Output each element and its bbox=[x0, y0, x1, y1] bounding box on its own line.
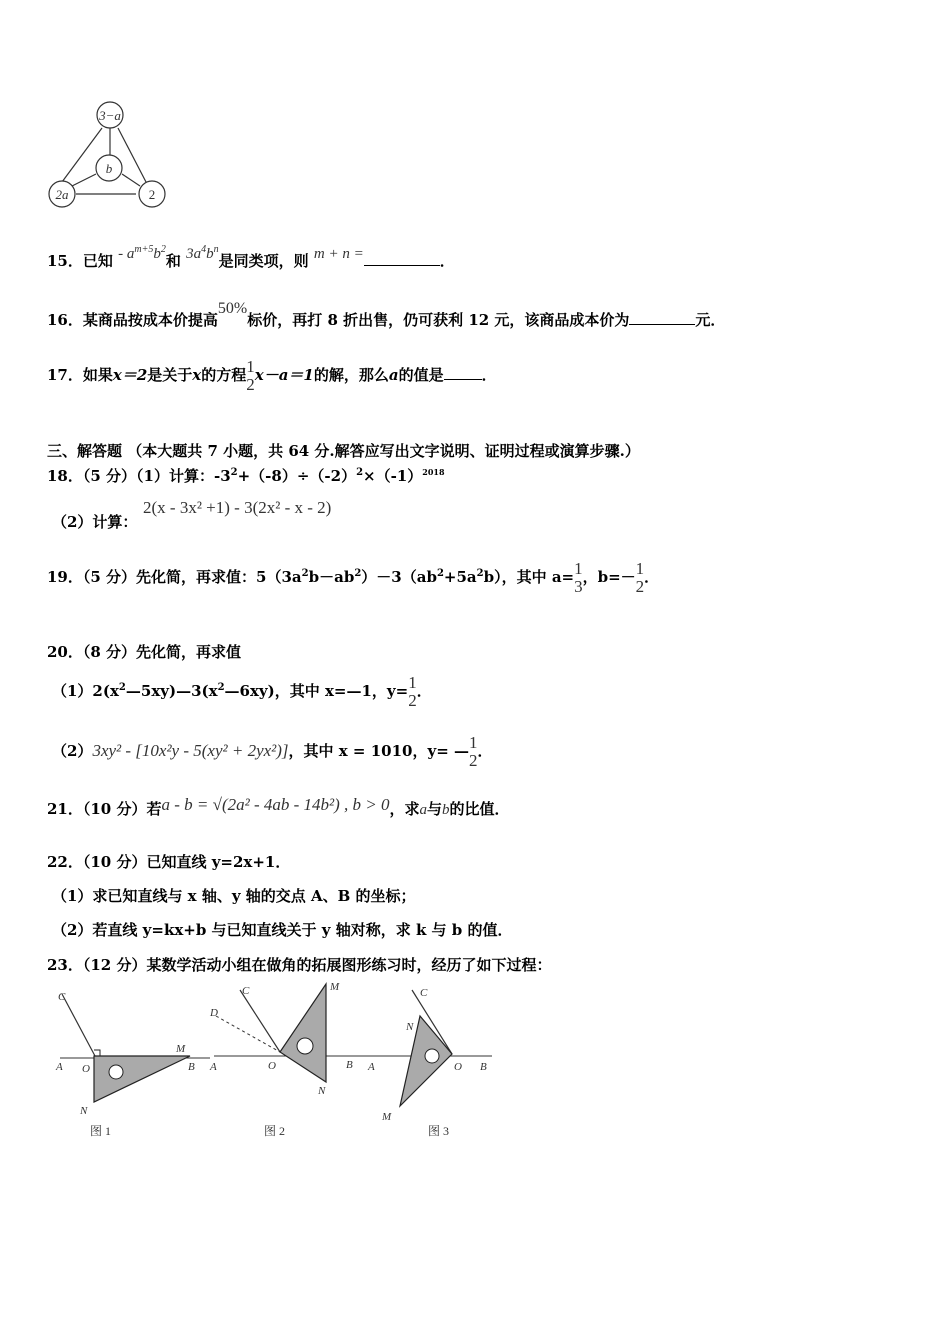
node-left: 2a bbox=[55, 187, 69, 202]
q20-expression: 3xy² - [10x²y - 5(xy² + 2yx²)] bbox=[92, 741, 289, 760]
figure-3 bbox=[367, 987, 492, 1138]
question-15: 15．已知 - $a^{m+5}b^2$和 $3a^4b^n$是同类项，则 m + n = ． bbox=[47, 244, 455, 270]
answer-blank[interactable] bbox=[364, 251, 440, 266]
svg-text:O: O bbox=[82, 1063, 90, 1075]
fraction-b: 1 2 bbox=[635, 559, 645, 596]
figure-1-caption: 图 1 bbox=[90, 1124, 112, 1138]
svg-text:A: A bbox=[368, 1061, 375, 1073]
svg-text:M: M bbox=[382, 1111, 392, 1123]
q15-expr1: - $a^{m+5}b^2$ bbox=[118, 244, 166, 262]
svg-text:O: O bbox=[454, 1061, 462, 1073]
svg-text:A: A bbox=[56, 1061, 63, 1073]
svg-text:O: O bbox=[268, 1060, 276, 1072]
svg-text:N: N bbox=[80, 1105, 88, 1117]
figure-2-caption: 图 2 bbox=[264, 1124, 286, 1138]
fraction: 1 2 bbox=[468, 733, 478, 770]
question-18-part1: 18．（5 分）（1）计算：$-3^2+(-8)\div(-2)^2\times(-1)^{2018}$ bbox=[47, 467, 445, 485]
svg-text:C: C bbox=[420, 987, 428, 999]
q21-expression: a - b = √(2a² - 4ab - 14b²) , b > 0 bbox=[161, 795, 390, 814]
node-center: b bbox=[105, 161, 113, 176]
question-16: 16．某商品按成本价提高50%标价，再打 8 折出售，仍可获利 12 元，该商品成本价为 元． bbox=[47, 300, 726, 329]
svg-text:N: N bbox=[406, 1021, 414, 1033]
question-18-part2: （2）计算： bbox=[52, 513, 138, 531]
fraction: 1 2 bbox=[408, 673, 417, 710]
question-22-line3: （2）若直线 y=kx+b 与已知直线关于 y 轴对称，求 k 与 b 的值． bbox=[52, 921, 513, 939]
svg-text:C: C bbox=[242, 985, 250, 997]
question-22-line2: （1）求已知直线与 x 轴、y 轴的交点 A、B 的坐标； bbox=[52, 887, 416, 905]
fraction-a: 1 3 bbox=[574, 559, 583, 596]
fraction: 1 2 bbox=[246, 357, 255, 394]
svg-text:B: B bbox=[188, 1061, 195, 1073]
question-23-line1: 23．（12 分）某数学活动小组在做角的拓展图形练习时，经历了如下过程： bbox=[47, 956, 552, 974]
q23-figures bbox=[50, 980, 510, 1140]
question-20-title: 20．（8 分）先化简，再求值 bbox=[47, 643, 242, 661]
svg-text:N: N bbox=[318, 1085, 326, 1097]
svg-text:B: B bbox=[480, 1061, 487, 1073]
svg-text:C: C bbox=[58, 991, 66, 1003]
answer-blank[interactable] bbox=[629, 310, 695, 325]
svg-text:B: B bbox=[346, 1059, 353, 1071]
node-top: 3−a bbox=[99, 108, 121, 123]
answer-blank[interactable] bbox=[444, 365, 482, 380]
question-21: 21．（10 分）若a - b = √(2a² - 4ab - 14b²) , b > 0，求a与b的比值． bbox=[47, 795, 510, 818]
svg-text:M: M bbox=[330, 981, 340, 993]
svg-text:A: A bbox=[210, 1061, 217, 1073]
circle-triangle-diagram bbox=[40, 98, 180, 216]
question-20-part2: （2）3xy² - [10x²y - 5(xy² + 2yx²)]，其中 x = 1010，y= — 1 2 ． bbox=[52, 733, 493, 770]
figure-2 bbox=[209, 981, 390, 1138]
q18-expression: 2(x - 3x² +1) - 3(2x² - x - 2) bbox=[143, 498, 332, 517]
question-22-line1: 22．（10 分）已知直线 y=2x+1． bbox=[47, 853, 291, 871]
figure-3-caption: 图 3 bbox=[428, 1124, 450, 1138]
question-17: 17．如果x＝2是关于x的方程 1 2 x－a＝1的解，那么a的值是 ． bbox=[47, 357, 497, 394]
figure-1 bbox=[55, 991, 210, 1138]
svg-text:D: D bbox=[210, 1007, 218, 1019]
question-19: 19．（5 分）先化简，再求值：$5(3a^2b-ab^2)-3(ab^2+5a^2b)$，其中 a= 1 3 ，b=－ 1 2 ． bbox=[47, 559, 660, 596]
node-right: 2 bbox=[148, 187, 156, 202]
question-20-part1: $(1)2(x^2—5xy)—3(x^2—6xy)$，其中 x=—1，y= 1 2 ． bbox=[52, 673, 432, 710]
svg-text:M: M bbox=[176, 1043, 186, 1055]
q15-expr2: $3a^4b^n$ bbox=[186, 244, 219, 262]
section-3-heading: 三、解答题 （本大题共 7 小题，共 64 分.解答应写出文字说明、证明过程或演算步骤.） bbox=[47, 442, 640, 460]
